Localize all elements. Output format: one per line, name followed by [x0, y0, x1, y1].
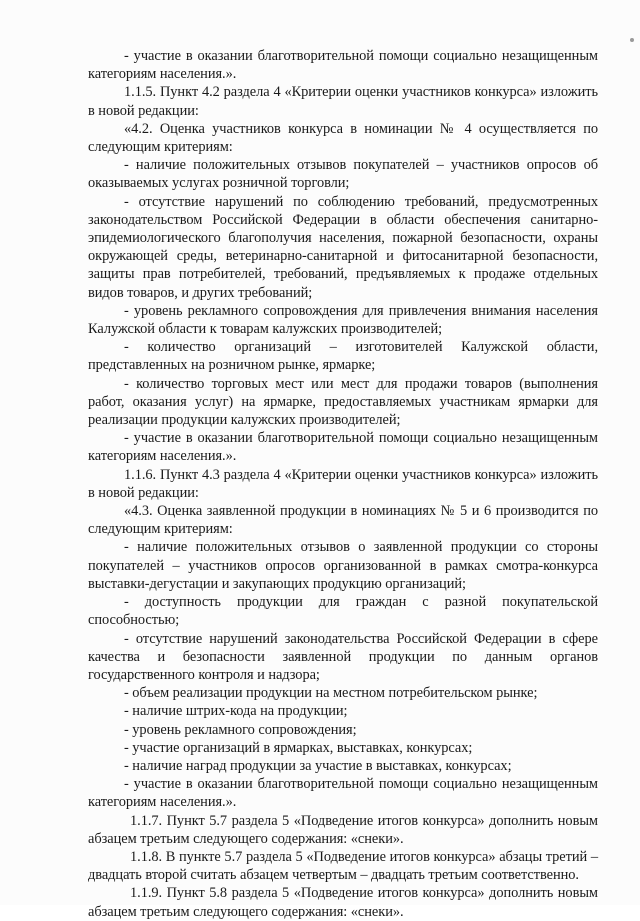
paragraph: 1.1.6. Пункт 4.3 раздела 4 «Критерии оценки участников конкурса» изложить в новой редакции: — [88, 466, 598, 501]
paragraph: - уровень рекламного сопровождения; — [124, 721, 357, 738]
paragraph: - участие организаций в ярмарках, выставках, конкурсах; — [124, 739, 473, 756]
paragraph: - участие в оказании благотворительной помощи социально незащищенным категориям населения.». — [88, 776, 598, 811]
paragraph: - наличие положительных отзывов о заявленной продукции со стороны покупателей – участников опросов организованной в рамках смотра-конкурса выставки-дегустации и закупающих продукцию организаций; — [88, 539, 598, 592]
paragraph: - уровень рекламного сопровождения для привлечения внимания населения Калужской области к товарам калужских производителей; — [88, 302, 598, 338]
paragraph: - количество организаций – изготовителей Калужской области, представленных на розничном рынке, ярмарке; — [88, 339, 598, 374]
paragraph: «4.3. Оценка заявленной продукции в номинациях № 5 и 6 производится по следующим критериям: — [88, 503, 598, 538]
paragraph: - количество торговых мест или мест для продажи товаров (выполнения работ, оказания услуг) на ярмарке, предоставляемых участникам ярмарки для реализации продукции калужских производителей; — [88, 375, 598, 429]
scan-mark — [630, 38, 634, 42]
document-body — [88, 47, 598, 921]
paragraph: 1.1.5. Пункт 4.2 раздела 4 «Критерии оценки участников конкурса» изложить в новой редакции: — [88, 84, 598, 119]
paragraph: 1.1.7. Пункт 5.7 раздела 5 «Подведение итогов конкурса» дополнить новым абзацем третьим следующего содержания: «снеки». — [88, 812, 598, 847]
paragraph: «4.2. Оценка участников конкурса в номинации № 4 осуществляется по следующим критериям: — [88, 120, 598, 156]
paragraph: - наличие наград продукции за участие в выставках, конкурсах; — [124, 757, 512, 774]
paragraph: - доступность продукции для граждан с разной покупательской способностью; — [88, 594, 598, 629]
paragraph: 1.1.9. Пункт 5.8 раздела 5 «Подведение итогов конкурса» дополнить новым абзацем третьим следующего содержания: «снеки». — [88, 885, 598, 920]
paragraph: - участие в оказании благотворительной помощи социально незащищенным категориям населения.». — [88, 430, 598, 465]
paragraph: - наличие штрих-кода на продукции; — [124, 703, 348, 720]
paragraph: 1.1.8. В пункте 5.7 раздела 5 «Подведение итогов конкурса» абзацы третий – двадцать второй считать абзацем четвертым – двадцать третьим соответственно. — [88, 848, 598, 884]
paragraph: - объем реализации продукции на местном потребительском рынке; — [124, 685, 538, 702]
paragraph: - отсутствие нарушений законодательства Российской Федерации в сфере качества и безопасности заявленной продукции по данным органов государственного контроля и надзора; — [88, 630, 598, 683]
paragraph: - участие в оказании благотворительной помощи социально незащищенным категориям населения.». — [88, 48, 598, 83]
paragraph: - отсутствие нарушений по соблюдению требований, предусмотренных законодательством Российской Федерации в области обеспечения санитарно-эпидемиологического благополучия населения, пожарной безопасности, охраны окружающей среды, ветеринарно-санитарной и фитосанитарной безопасности, защиты прав потребителей, требований, предъявляемых к продаже отдельных видов товаров, и других требований; — [88, 193, 598, 301]
paragraph: - наличие положительных отзывов покупателей – участников опросов об оказываемых услугах розничной торговли; — [88, 157, 598, 192]
